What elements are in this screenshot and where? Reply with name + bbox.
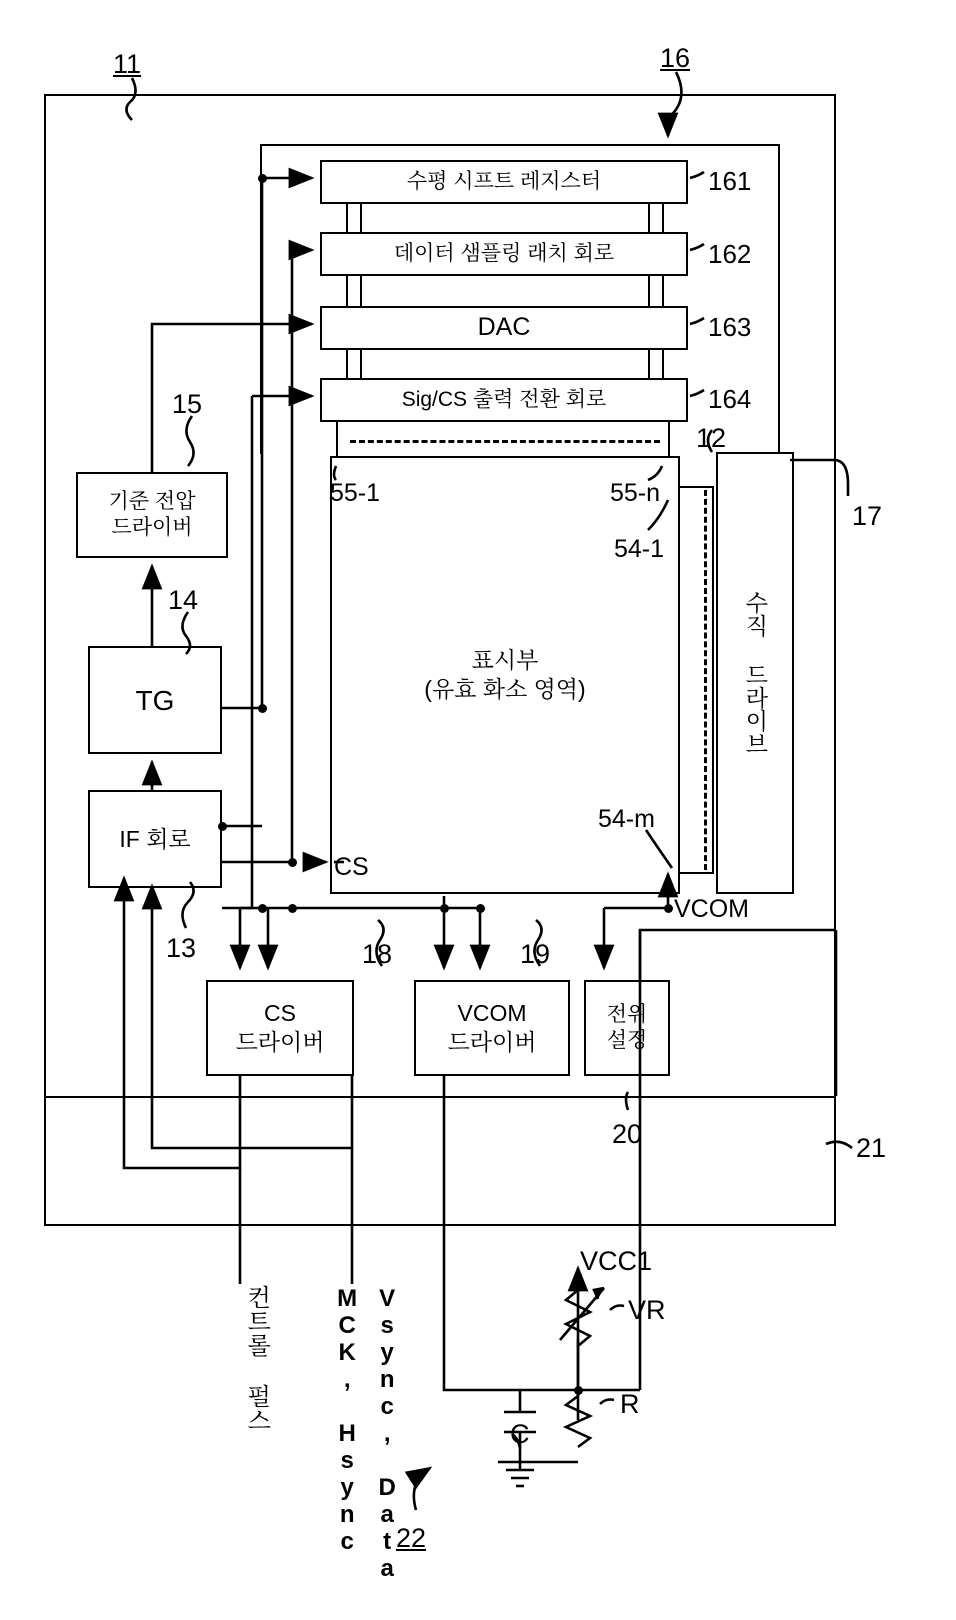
bus-line-j — [662, 276, 664, 306]
label-54-1: 54-1 — [614, 535, 665, 563]
label-55-1: 55-1 — [330, 479, 381, 507]
junction-dot-7 — [664, 904, 673, 913]
bus-line-h — [662, 204, 664, 232]
bus-line-f — [360, 350, 362, 378]
junction-dot-10 — [288, 904, 297, 913]
ref-13: 13 — [166, 933, 197, 963]
junction-dot-8 — [574, 1386, 583, 1395]
outer-frame-top — [44, 94, 836, 96]
sig-out-right — [668, 422, 670, 456]
horizontal-shift-register-block — [320, 160, 688, 204]
ref-22: 22 — [396, 1523, 427, 1553]
label-55-n: 55-n — [610, 479, 661, 507]
reference-voltage-driver-label-1: 기준 전압 — [108, 489, 196, 513]
ref-18: 18 — [362, 939, 393, 969]
if-circuit-block — [88, 790, 222, 888]
bus-line-k — [648, 350, 650, 378]
display-panel-label-1: 표시부 — [471, 647, 539, 674]
signals-text-1: MCK, Hsync — [333, 1285, 361, 1555]
ref-11: 11 — [113, 49, 142, 79]
display-panel-label-2: (유효 화소 영역) — [424, 676, 586, 702]
gate-lines-dashed — [704, 490, 707, 870]
potential-setting-label-2: 설정 — [606, 1029, 648, 1052]
bus-line-b — [360, 204, 362, 232]
dac-block — [320, 306, 688, 350]
driver-frame-top — [260, 144, 780, 146]
outer-frame-left — [44, 94, 46, 1226]
dac-label: DAC — [477, 313, 531, 342]
ref-163: 163 — [708, 312, 752, 342]
bus-line-l — [662, 350, 664, 378]
reference-voltage-driver-label-2: 드라이버 — [111, 516, 193, 539]
tg-block — [88, 646, 222, 754]
cs-driver-label-1: CS — [264, 1000, 296, 1027]
label-cs: CS — [334, 853, 369, 881]
label-vcom: VCOM — [674, 895, 749, 923]
junction-dot-9 — [218, 822, 227, 831]
ref-161: 161 — [708, 166, 752, 196]
label-vr: VR — [628, 1295, 666, 1325]
junction-dot-4 — [288, 858, 297, 867]
ref-15: 15 — [172, 389, 203, 419]
junction-dot-6 — [476, 904, 485, 913]
outer-frame-right — [834, 94, 836, 1226]
potential-setting-block — [584, 980, 670, 1076]
label-54-m: 54-m — [598, 805, 655, 833]
ref-19: 19 — [520, 939, 551, 969]
bus-line-i — [648, 276, 650, 306]
vcom-driver-label-2: 드라이버 — [447, 1029, 537, 1055]
vertical-driver-block — [716, 452, 794, 894]
junction-dot-3 — [258, 904, 267, 913]
vertical-driver-label: 수직 드라이브 — [742, 591, 769, 755]
control-pulse-text: 컨트롤 펄스 — [242, 1285, 270, 1432]
vcom-driver-label-1: VCOM — [457, 1000, 527, 1027]
driver-frame-right — [778, 144, 780, 454]
potential-setting-label-1: 전위 — [606, 1002, 648, 1026]
label-signals-2 — [345, 1255, 402, 1620]
gate-line-54-m-tick — [680, 872, 712, 874]
junction-dot-5 — [440, 904, 449, 913]
sig-cs-output-switch-block — [320, 378, 688, 422]
ref-164: 164 — [708, 384, 752, 414]
signals-text-2: Vsync, Data — [373, 1285, 401, 1582]
ref-21: 21 — [856, 1133, 887, 1163]
label-r: R — [620, 1389, 640, 1419]
cs-driver-label-2: 드라이버 — [235, 1029, 325, 1055]
outer-frame-bottom — [44, 1224, 836, 1226]
data-sampling-latch-label: 데이터 샘플링 래치 회로 — [393, 241, 615, 265]
sig-cs-output-switch-label: Sig/CS 출력 전환 회로 — [401, 387, 607, 411]
junction-dot-2 — [258, 704, 267, 713]
signal-lines-dashed — [350, 440, 660, 443]
ref-14: 14 — [168, 585, 199, 615]
gate-line-54-1 — [712, 486, 714, 874]
data-sampling-latch-block — [320, 232, 688, 276]
junction-dot-1 — [258, 174, 267, 183]
ref-162: 162 — [708, 239, 752, 269]
bus-line-e — [346, 350, 348, 378]
bus-line-c — [346, 276, 348, 306]
ref-20: 20 — [612, 1119, 643, 1149]
driver-frame-left — [260, 144, 262, 454]
ref-12: 12 — [696, 423, 727, 453]
sig-out-left — [336, 422, 338, 456]
tg-label: TG — [135, 684, 175, 716]
bus-line-a — [346, 204, 348, 232]
reference-voltage-driver-block — [76, 472, 228, 558]
label-control-pulse — [214, 1255, 271, 1470]
ref-16: 16 — [660, 43, 691, 73]
board-divider — [44, 1096, 836, 1098]
vcom-driver-block — [414, 980, 570, 1076]
label-c: C — [510, 1419, 530, 1449]
horizontal-shift-register-label: 수평 시프트 레지스터 — [406, 169, 602, 193]
label-vcc1: VCC1 — [580, 1246, 653, 1276]
cs-driver-block — [206, 980, 354, 1076]
if-circuit-label: IF 회로 — [119, 825, 191, 852]
bus-line-g — [648, 204, 650, 232]
ref-17: 17 — [852, 501, 883, 531]
gate-line-54-1-tick — [680, 486, 712, 488]
bus-line-d — [360, 276, 362, 306]
